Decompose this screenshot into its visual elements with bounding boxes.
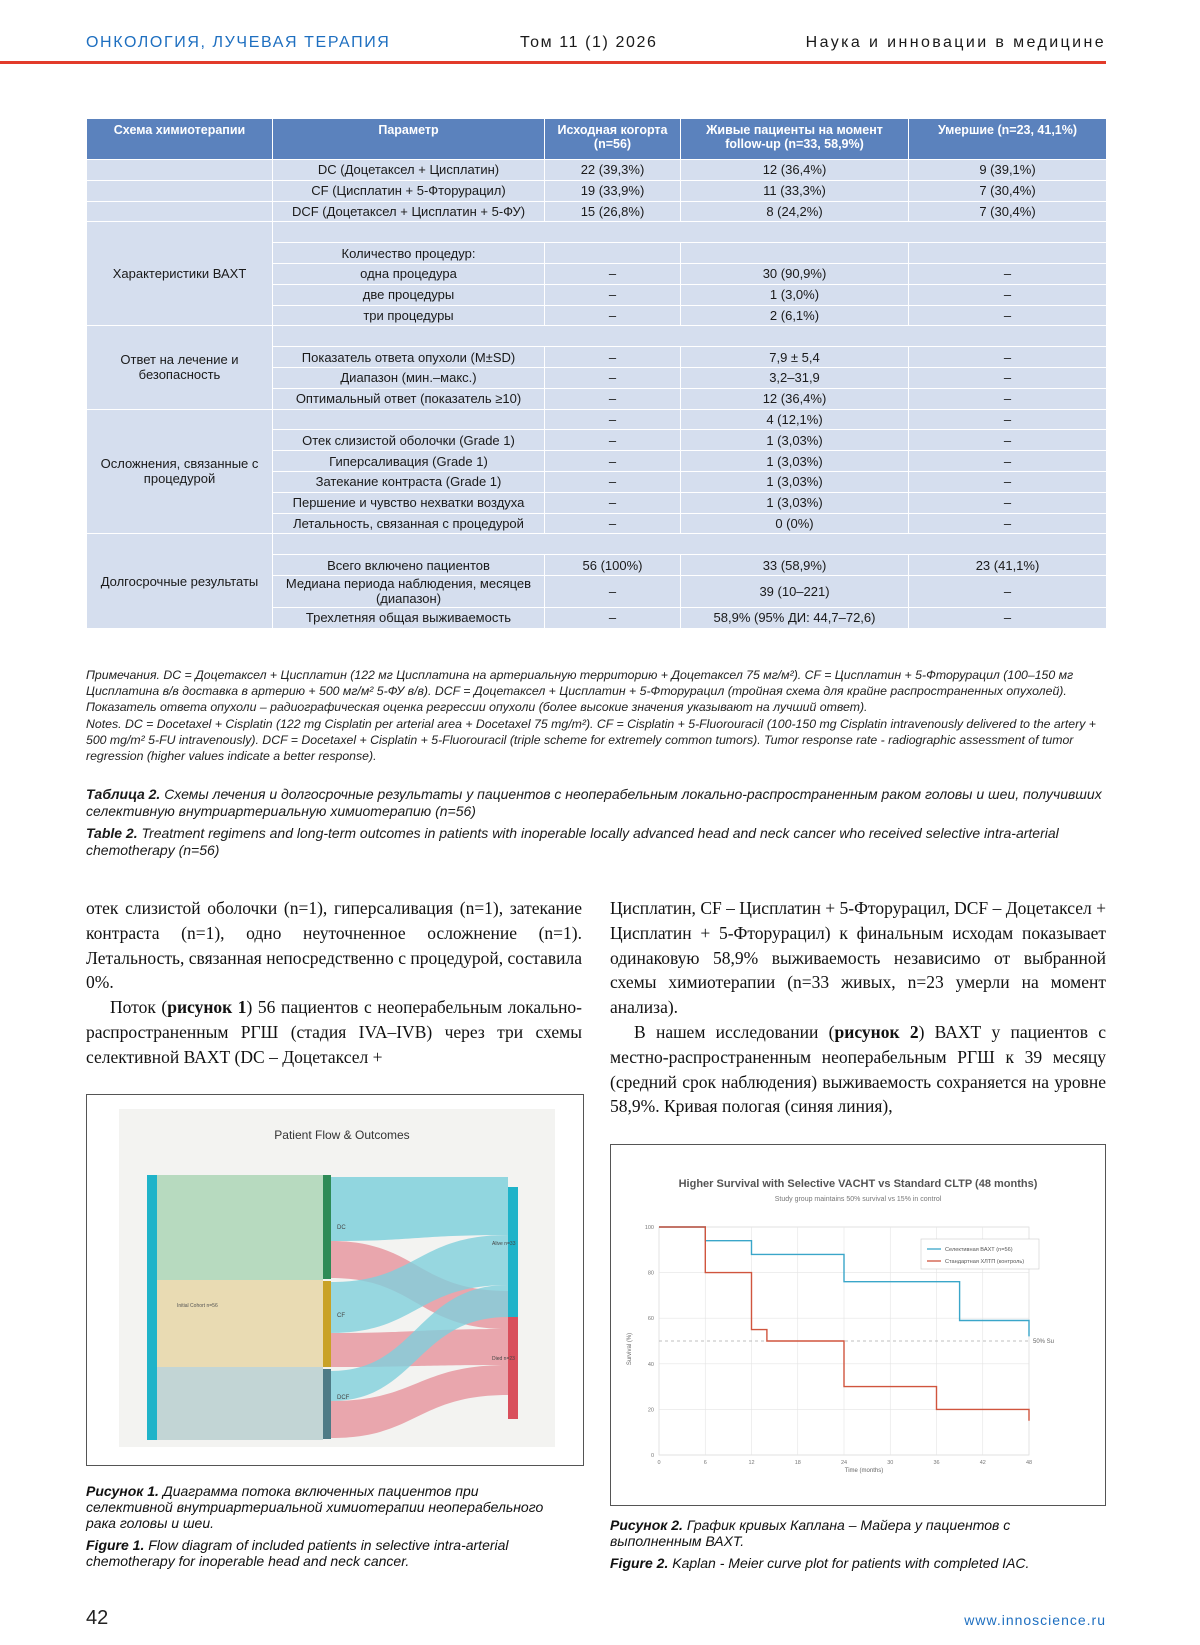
label-died: Died n=23 [492,1356,515,1362]
reference-label: 50% Su [1033,1339,1055,1345]
table-cell: – [909,492,1107,513]
journal-section: ОНКОЛОГИЯ, ЛУЧЕВАЯ ТЕРАПИЯ [86,34,391,51]
figure-2-caption-en [610,1555,1106,1571]
table-cell: 12 (36,4%) [681,160,909,181]
table-row [87,326,1107,347]
y-tick-label: 100 [644,1225,654,1231]
table-caption-ru [86,786,1106,819]
table-cell: Диапазон (мин.–макс.) [273,367,545,388]
node-initial [147,1175,157,1440]
legend [921,1239,1039,1269]
table-cell: – [545,575,681,607]
table-cell: Отек слизистой оболочки (Grade 1) [273,430,545,451]
table-cell: 19 (33,9%) [545,180,681,201]
x-axis-label: Time (months) [844,1468,884,1474]
figure-1 [86,1094,584,1466]
body-column-right [610,896,1106,1119]
flow-dc-alive [331,1177,508,1241]
table-cell: – [545,451,681,472]
table-cell: – [545,430,681,451]
table-cell: 7 (30,4%) [909,180,1107,201]
y-tick-label: 80 [647,1270,654,1277]
caption-label: Figure 1. [86,1537,145,1553]
caption-text: Flow diagram of included patients in selective intra-arterial chemotherapy for inoperable head and neck cancer. [86,1537,509,1569]
y-tick-label: 0 [650,1453,654,1459]
caption-text: График кривых Каплана – Майера у пациентов с выполненным ВАХТ. [610,1517,1011,1549]
table-cell: – [909,575,1107,607]
legend-control: Стандартная ХЛТП (контроль) [945,1259,1025,1265]
table-cell: – [909,471,1107,492]
node-dc [323,1175,331,1279]
x-tick-label: 12 [748,1460,755,1466]
table-cell: 12 (36,4%) [681,388,909,409]
group-label-longterm: Долгосрочные результаты [87,534,273,628]
table-cell: три процедуры [273,305,545,326]
table-cell: – [545,492,681,513]
table-notes [86,667,1106,764]
table-cell: 9 (39,1%) [909,160,1107,181]
figure-ref[interactable]: рисунок 1 [167,997,247,1018]
figure-2 [610,1144,1106,1506]
paragraph: В нашем исследовании (рисунок 2) ВАХТ у пациентов с местно-распространенным неоперабельным РГШ к 39 месяцу (средний срок наблюдения) выживаемость сохраняется на уровне 58,9%. Кривая пологая (синяя линия), [610,1021,1107,1117]
table-cell: 1 (3,0%) [681,284,909,305]
table-cell: – [545,607,681,628]
chart-subtitle: Study group maintains 50% survival vs 15% in control [774,1196,942,1203]
figure-1-caption-ru [86,1483,546,1531]
flow-dcf [157,1367,323,1440]
table-cell: 58,9% (95% ДИ: 44,7–72,6) [681,607,909,628]
table-cell: 8 (24,2%) [681,201,909,222]
table-cell: DC (Доцетаксел + Цисплатин) [273,160,545,181]
table-row [87,222,1107,243]
group-label-complications: Осложнения, связанные с процедурой [87,409,273,534]
table-cell: – [909,367,1107,388]
label-cf: CF [337,1313,345,1319]
table-cell: Затекание контраста (Grade 1) [273,471,545,492]
table-cell: Гиперсаливация (Grade 1) [273,451,545,472]
table-row [87,534,1107,555]
table-cell: 30 (90,9%) [681,263,909,284]
table-cell: 1 (3,03%) [681,471,909,492]
table-cell: DCF (Доцетаксел + Цисплатин + 5-ФУ) [273,201,545,222]
table-cell: Летальность, связанная с процедурой [273,513,545,534]
table-cell: – [545,367,681,388]
table-cell: две процедуры [273,284,545,305]
x-tick-label: 18 [794,1460,801,1466]
table-cell: 2 (6,1%) [681,305,909,326]
table-cell: – [909,305,1107,326]
table-row [87,180,1107,201]
legend-vacht: Селективная ВАХТ (n=56) [945,1247,1013,1253]
y-tick-label: 20 [647,1407,654,1414]
table-cell: 3,2–31,9 [681,367,909,388]
figure-1-caption-en [86,1537,586,1569]
caption-text: Treatment regimens and long-term outcomes in patients with inoperable locally advanced head and neck cancer who received selective intra-arterial chemotherapy (n=56) [86,825,1059,858]
node-died [508,1317,518,1419]
table-cell: 22 (39,3%) [545,160,681,181]
header-rule [0,61,1106,64]
x-tick-label: 30 [887,1460,894,1466]
table-cell: 11 (33,3%) [681,180,909,201]
table-header-cell: Живые пациенты на момент follow-up (n=33, 58,9%) [681,119,909,160]
table-cell: 15 (26,8%) [545,201,681,222]
table-cell: 1 (3,03%) [681,430,909,451]
volume-info: Том 11 (1) 2026 [520,34,658,51]
table-cell: Количество процедур: [273,243,545,264]
table-cell: CF (Цисплатин + 5-Фторурацил) [273,180,545,201]
label-dcf: DCF [337,1395,350,1401]
caption-label: Таблица 2. [86,786,161,802]
table-cell: Оптимальный ответ (показатель ≥10) [273,388,545,409]
site-link[interactable]: www.innoscience.ru [964,1612,1106,1628]
table-row [87,160,1107,181]
page-number: 42 [86,1607,109,1629]
table-cell: Медиана периода наблюдения, месяцев (диапазон) [273,575,545,607]
table-cell: – [909,347,1107,368]
caption-label: Table 2. [86,825,138,841]
figure-ref[interactable]: рисунок 2 [834,1021,919,1042]
x-tick-label: 42 [979,1460,986,1466]
table-cell: Показатель ответа опухоли (M±SD) [273,347,545,368]
y-tick-label: 40 [647,1361,654,1368]
table-cell: 7 (30,4%) [909,201,1107,222]
table-cell: – [909,388,1107,409]
y-tick-label: 60 [647,1316,654,1323]
table-header-cell: Умершие (n=23, 41,1%) [909,119,1107,160]
table-header-cell: Исходная когорта (n=56) [545,119,681,160]
table-row [87,409,1107,430]
label-alive: Alive n=33 [492,1241,516,1247]
caption-label: Рисунок 1. [86,1483,159,1499]
figure-2-caption-ru [610,1517,1090,1549]
x-tick-label: 36 [933,1460,940,1466]
y-axis-label: Survival (%) [627,1332,633,1366]
label-dc: DC [337,1225,346,1231]
table-header-cell: Схема химиотерапии [87,119,273,160]
caption-text: Схемы лечения и долгосрочные результаты у пациентов с неоперабельным локально-распространенным раком головы и шеи, получивших селективную внутриартериальную химиотерапию (n=56) [86,786,1102,819]
table-cell: – [545,471,681,492]
paragraph: Цисплатин, CF – Цисплатин + 5-Фторурацил, DCF – Доцетаксел + Цисплатин + 5-Фторурацил) к финальным исходам показывает одинаковую 58,9% выживаемость независимо от выбранной схемы химиотерапии (n=33 живых, n=23 умерли на момент анализа). [610,898,1106,1018]
table-cell: – [545,513,681,534]
table-cell: 7,9 ± 5,4 [681,347,909,368]
paragraph: отек слизистой оболочки (n=1), гиперсаливация (n=1), затекание контраста (n=1), одно неуточненное осложнение (n=1). Летальность, связанная непосредственно с процедурой, составила 0%. [86,898,582,993]
table-cell: 39 (10–221) [681,575,909,607]
caption-text: Kaplan - Meier curve plot for patients with completed IAC. [672,1555,1030,1571]
table-header-row [87,119,1107,160]
x-tick-label: 6 [703,1460,707,1466]
table-cell: – [909,284,1107,305]
node-cf [323,1281,331,1367]
table-cell: – [909,263,1107,284]
table-row [87,201,1107,222]
table-cell: Першение и чувство нехватки воздуха [273,492,545,513]
journal-series: Наука и инновации в медицине [805,34,1106,51]
table-2 [86,118,1107,629]
table-cell: 56 (100%) [545,555,681,576]
table-cell [273,409,545,430]
x-tick-label: 24 [840,1460,848,1466]
notes-en: Notes. DC = Docetaxel + Cisplatin (122 mg Cisplatin per arterial area + Docetaxel 75 mg/m²). CF = Cisplatin + 5-Fluorouracil (100-150 mg Cisplatin intravenously delivered to the artery + 500 mg/m² 5-FU intravenously). DCF = Docetaxel + Cisplatin + 5-Fluorouracil (triple scheme for extremely common tumors). Tumor response rate - radiographic assessment of tumor regression (higher values indicate a better response). [86,716,1096,764]
table-cell: – [909,430,1107,451]
x-tick-label: 0 [657,1460,661,1466]
group-label-response: Ответ на лечение и безопасность [87,326,273,409]
table-cell: – [909,409,1107,430]
table-cell: – [545,409,681,430]
flow-dc [157,1175,323,1280]
table-cell: – [909,607,1107,628]
running-header [86,34,1106,58]
km-chart [611,1145,1105,1505]
caption-label: Рисунок 2. [610,1517,683,1533]
table-header-cell: Параметр [273,119,545,160]
table-cell: – [545,263,681,284]
table-cell: 1 (3,03%) [681,492,909,513]
table-caption-en [86,825,1106,858]
table-cell: – [545,284,681,305]
caption-text: Диаграмма потока включенных пациентов при селективной внутриартериальной химиотерапии неоперабельного рака головы и шеи. [86,1483,544,1531]
table-cell: Всего включено пациентов [273,555,545,576]
table-cell: Трехлетняя общая выживаемость [273,607,545,628]
table-cell: – [545,347,681,368]
table-cell: 0 (0%) [681,513,909,534]
caption-label: Figure 2. [610,1555,669,1571]
paragraph: Поток (рисунок 1) 56 пациентов с неоперабельным локально-распространенным РГШ (стадия IVA–IVB) через три схемы селективной ВАХТ (DC – Доцетаксел + [86,997,583,1067]
sankey-title: Patient Flow & Outcomes [274,1128,410,1142]
body-column-left [86,896,582,1070]
table-cell: 33 (58,9%) [681,555,909,576]
group-label-vaht: Характеристики ВАХТ [87,222,273,326]
node-dcf [323,1369,331,1439]
table-cell: 4 (12,1%) [681,409,909,430]
x-tick-label: 48 [1025,1460,1033,1466]
chart-title: Higher Survival with Selective VACHT vs Standard CLTP (48 months) [678,1178,1038,1190]
table-cell: 1 (3,03%) [681,451,909,472]
table-cell: – [545,388,681,409]
notes-ru: Примечания. DC = Доцетаксел + Цисплатин (122 мг Цисплатина на артериальную территорию + Доцетаксел 75 мг/м²). CF = Цисплатин + 5-Фторурацил (100–150 мг Цисплатина в/в доставка в артерию + 500 мг/м² 5-ФУ в/в). DCF = Доцетаксел + Цисплатин + 5-Фторурацил (тройная схема для крайне распространенных опухолей). Показатель ответа опухоли – радиографическая оценка регрессии опухоли (более высокие значения указывают на лучший ответ). [86,668,1074,715]
table-cell: – [545,305,681,326]
label-initial: Initial Cohort n=56 [177,1303,218,1309]
table-cell: 23 (41,1%) [909,555,1107,576]
table-cell: – [909,513,1107,534]
node-alive [508,1187,518,1317]
table-cell: – [909,451,1107,472]
flow-cf [157,1280,323,1367]
sankey-diagram [87,1095,583,1465]
table-cell: одна процедура [273,263,545,284]
